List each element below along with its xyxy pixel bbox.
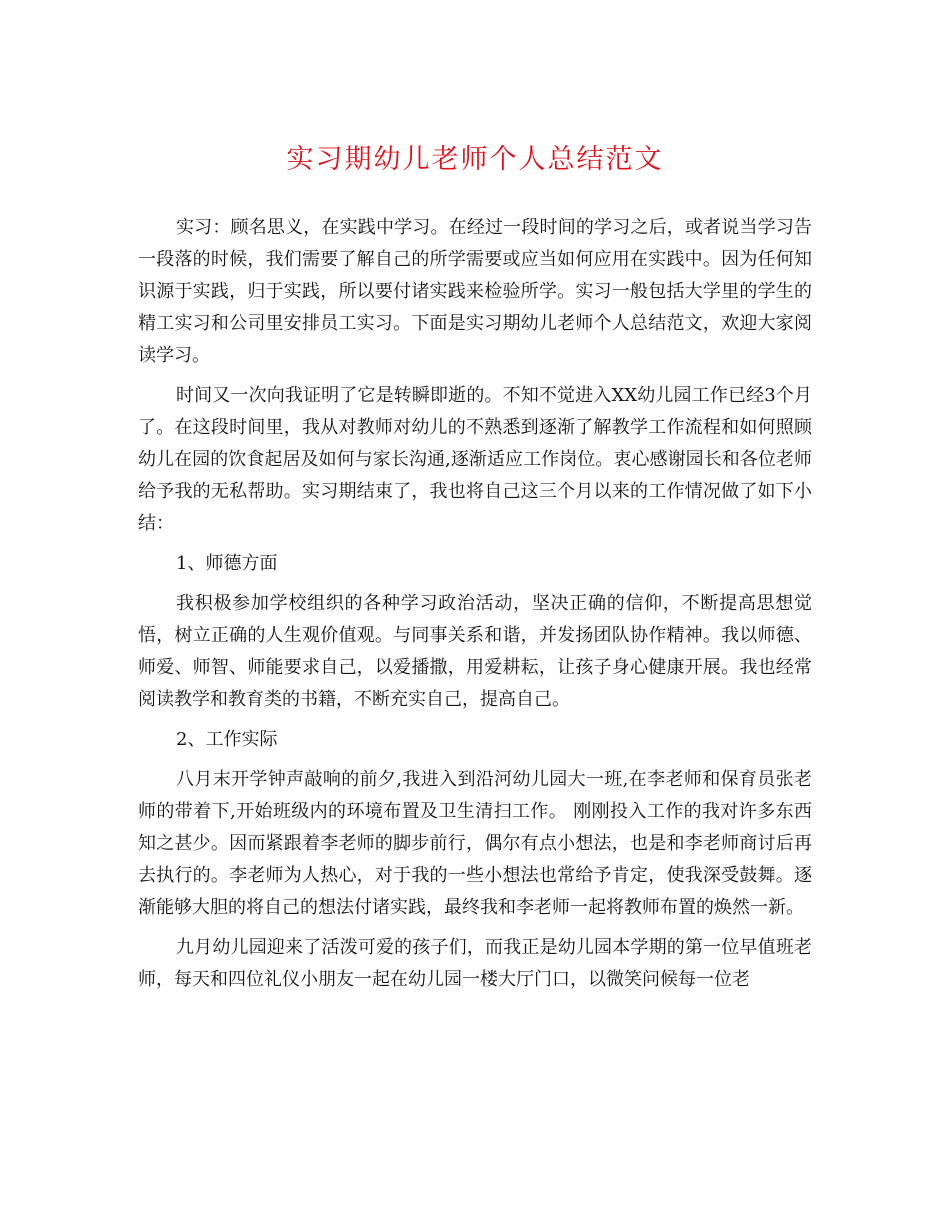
document-title: 实习期幼儿老师个人总结范文 (286, 144, 664, 175)
paragraph-intro: 实习：顾名思义，在实践中学习。在经过一段时间的学习之后，或者说当学习告一段落的时候，我们需要了解自己的所学需要或应当如何应用在实践中。因为任何知识源于实践，归于实践，所以要付诸实践来检验所学。实习一般包括大学里的学生的精工实习和公司里安排员工实习。下面是实习期幼儿老师个人总结范文，欢迎大家阅读学习。 (138, 217, 812, 366)
section-heading-work: 2、工作实际 (176, 729, 278, 750)
paragraph-ethics: 我积极参加学校组织的各种学习政治活动，坚决正确的信仰，不断提高思想觉悟，树立正确的人生观价值观。与同事关系和谐，并发扬团队协作精神。我以师德、师爱、师智、师能要求自己，以爱播撒，用爱耕耘，让孩子身心健康开展。我也经常阅读教学和教育类的书籍，不断充实自己，提高自己。 (138, 593, 812, 710)
paragraph-work-september: 九月幼儿园迎来了活泼可爱的孩子们，而我正是幼儿园本学期的第一位早值班老师，每天和四位礼仪小朋友一起在幼儿园一楼大厅门口，以微笑问候每一位老 (138, 937, 812, 990)
document-body (138, 212, 812, 1004)
paragraph-overview: 时间又一次向我证明了它是转瞬即逝的。不知不觉进入XX幼儿园工作已经3个月了。在这段时间里，我从对教师对幼儿的不熟悉到逐渐了解教学工作流程和如何照顾幼儿在园的饮食起居及如何与家长沟通,逐渐适应工作岗位。衷心感谢园长和各位老师给予我的无私帮助。实习期结束了，我也将自己这三个月以来的工作情况做了如下小结： (138, 385, 812, 534)
section-heading-ethics: 1、师德方面 (176, 553, 278, 574)
paragraph-work-august: 八月末开学钟声敲响的前夕,我进入到沿河幼儿园大一班,在李老师和保育员张老师的带着下,开始班级内的环境布置及卫生清扫工作。 刚刚投入工作的我对许多东西知之甚少。因而紧跟着李老师的脚步前行，偶尔有点小想法，也是和李老师商讨后再去执行的。李老师为人热心，对于我的一些小想法也常给予肯定，使我深受鼓舞。逐渐能够大胆的将自己的想法付诸实践，最终我和李老师一起将教师布置的焕然一新。 (138, 769, 812, 918)
